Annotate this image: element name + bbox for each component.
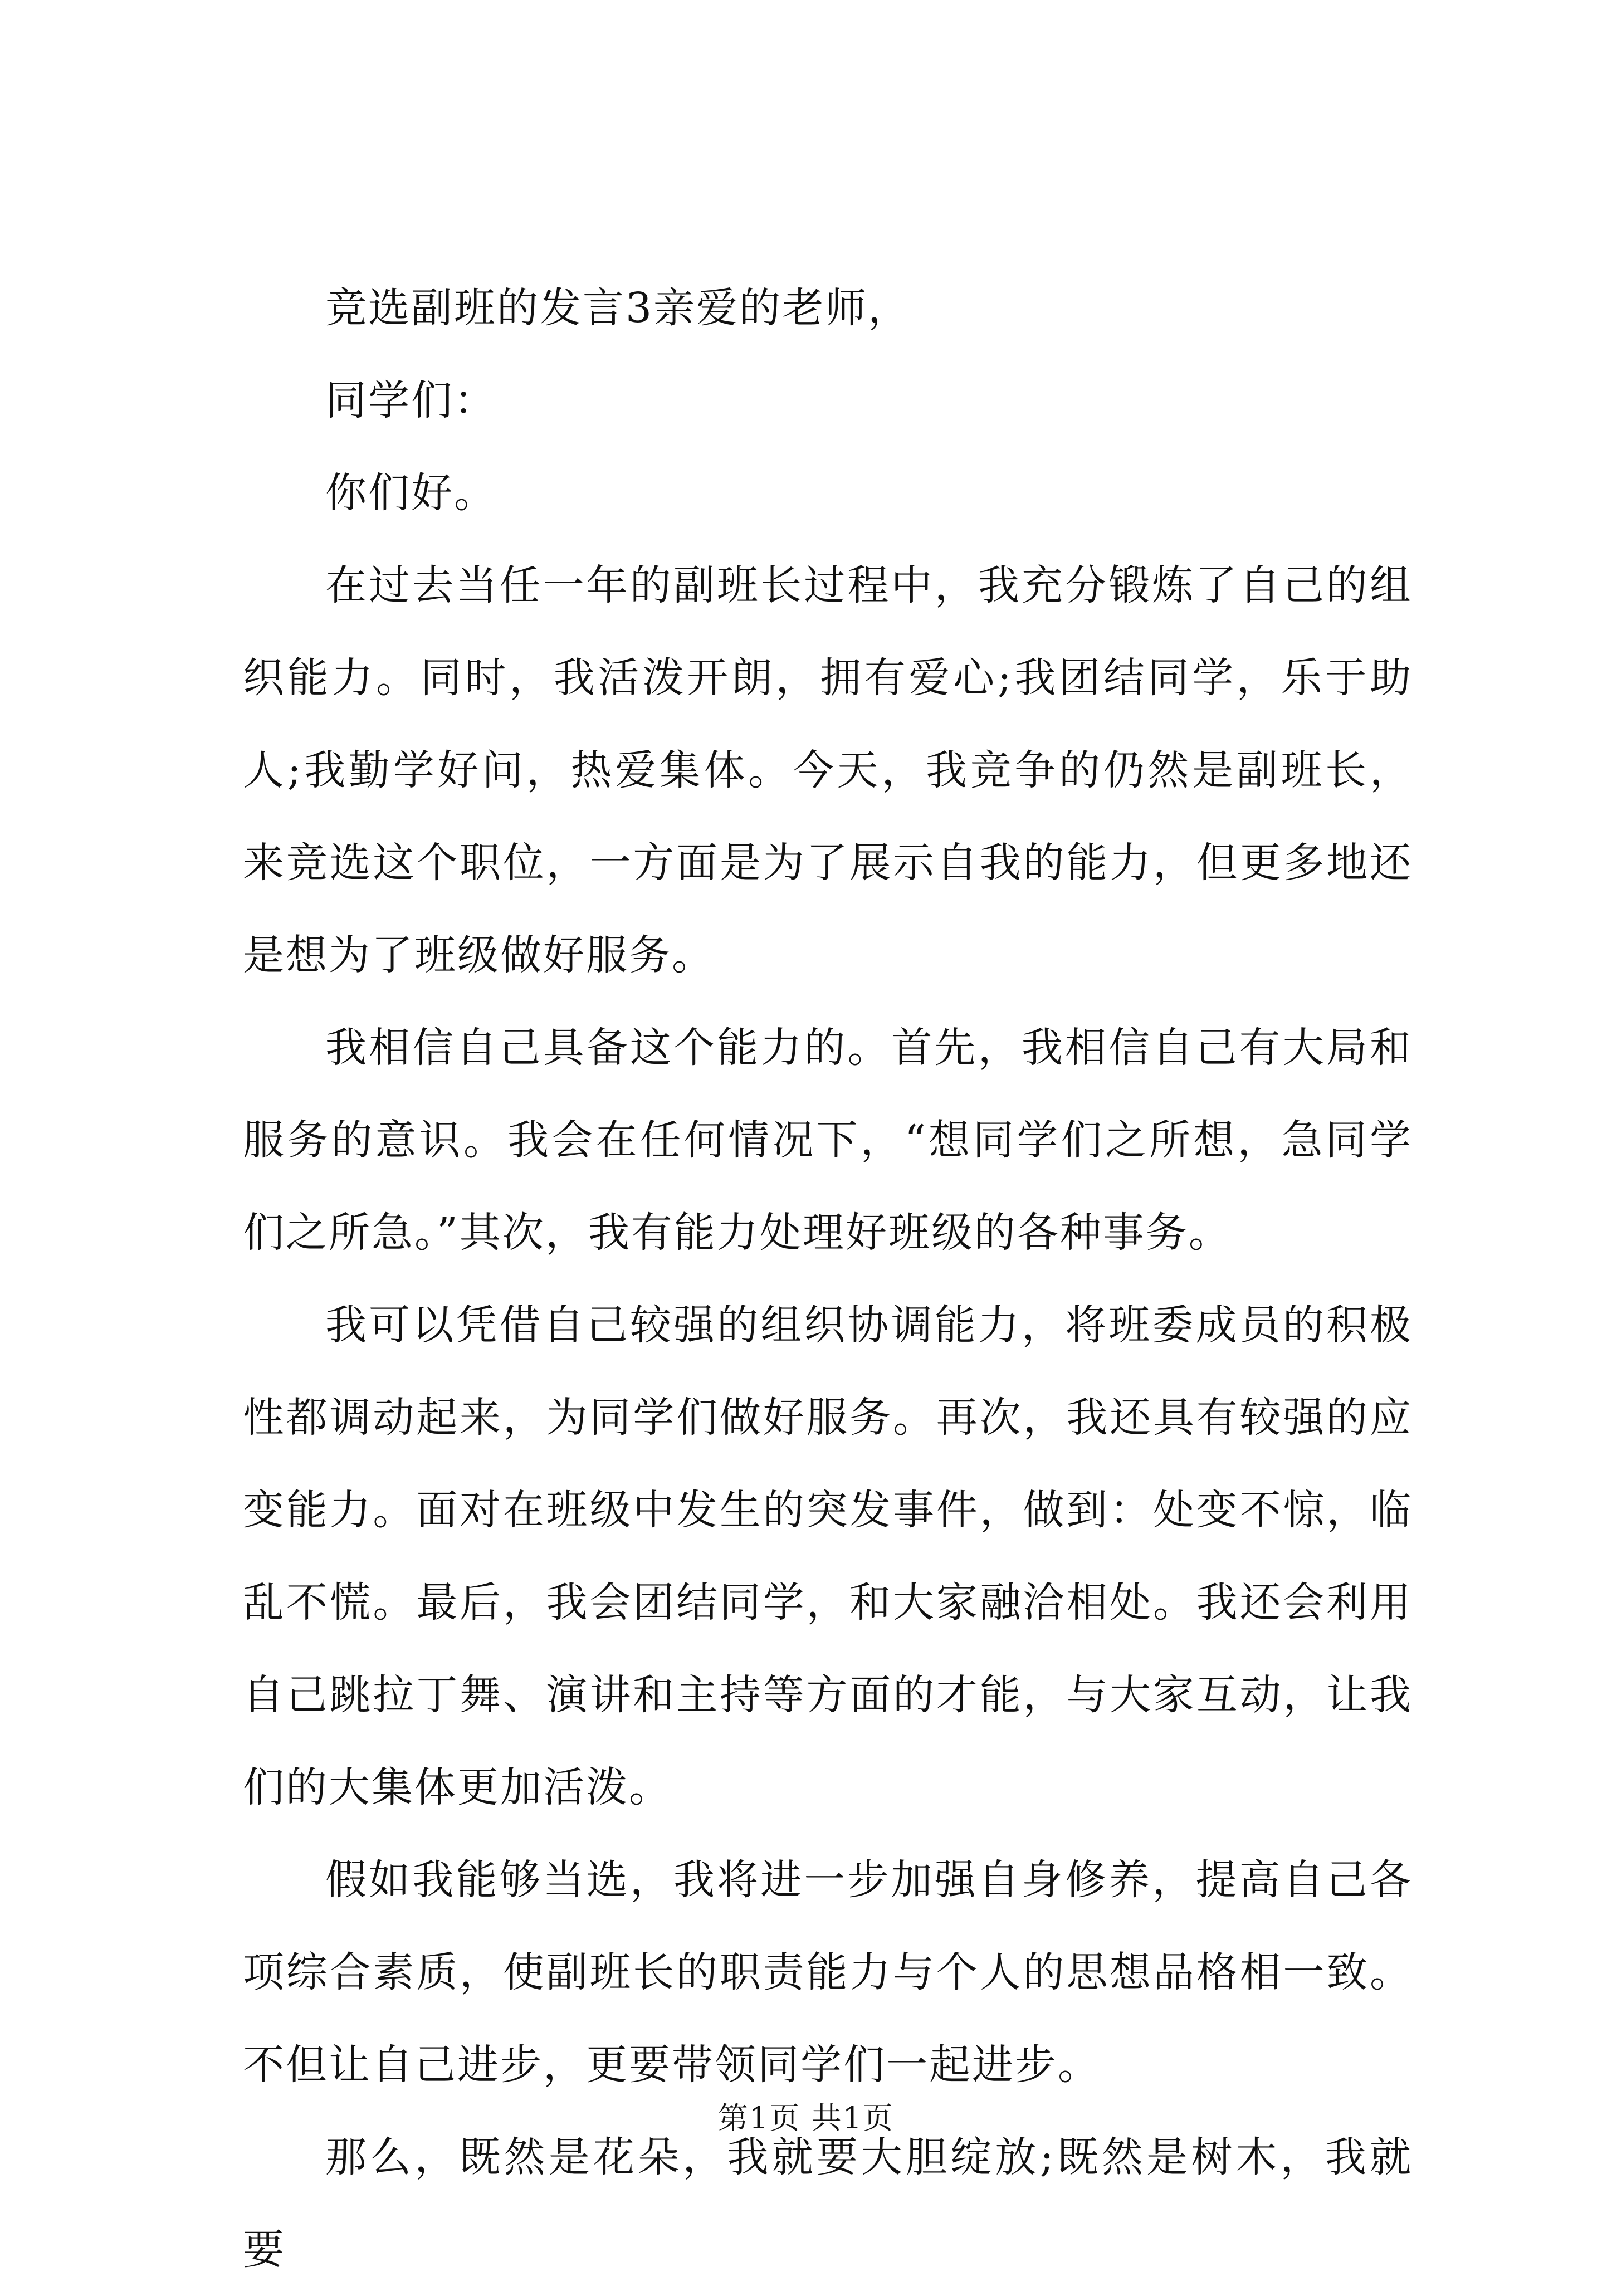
paragraph-promise: 假如我能够当选，我将进一步加强自身修养，提高自己各项综合素质，使副班长的职责能力与个人的思想品格相一致。不但让自己进步，更要带领同学们一起进步。 [243,1856,1413,2089]
paragraph-closing: 那么，既然是花朵，我就要大胆绽放;既然是树木，我就要 [243,2133,1413,2274]
paragraph-abilities: 我可以凭借自己较强的组织协调能力，将班委成员的积极性都调动起来，为同学们做好服务。再次，我还具有较强的应变能力。面对在班级中发生的突发事件，做到：处变不惊，临乱不慌。最后，我会团结同学，和大家融洽相处。我还会利用自己跳拉丁舞、演讲和主持等方面的才能，与大家互动，让我们的大集体更加活泼。 [243,1301,1413,1811]
paragraph-greeting: 同学们： [325,377,497,424]
paragraph-title: 竞选副班的发言3亲爱的老师， [325,284,911,332]
paragraph-confidence: 我相信自己具备这个能力的。首先，我相信自己有大局和服务的意识。我会在任何情况下，“想同学们之所想，急同学们之所急。”其次，我有能力处理好班级的各种事务。 [243,1024,1413,1257]
paragraph-hello: 你们好。 [325,469,497,517]
document-body [243,262,1413,2296]
paragraph-experience: 在过去当任一年的副班长过程中，我充分锻炼了自己的组织能力。同时，我活泼开朗，拥有爱心;我团结同学，乐于助人;我勤学好问，热爱集体。今天，我竞争的仍然是副班长，来竞选这个职位，一方面是为了展示自我的能力，但更多地还是想为了班级做好服务。 [243,561,1413,979]
page-footer: 第1页 共1页 [718,2100,894,2136]
